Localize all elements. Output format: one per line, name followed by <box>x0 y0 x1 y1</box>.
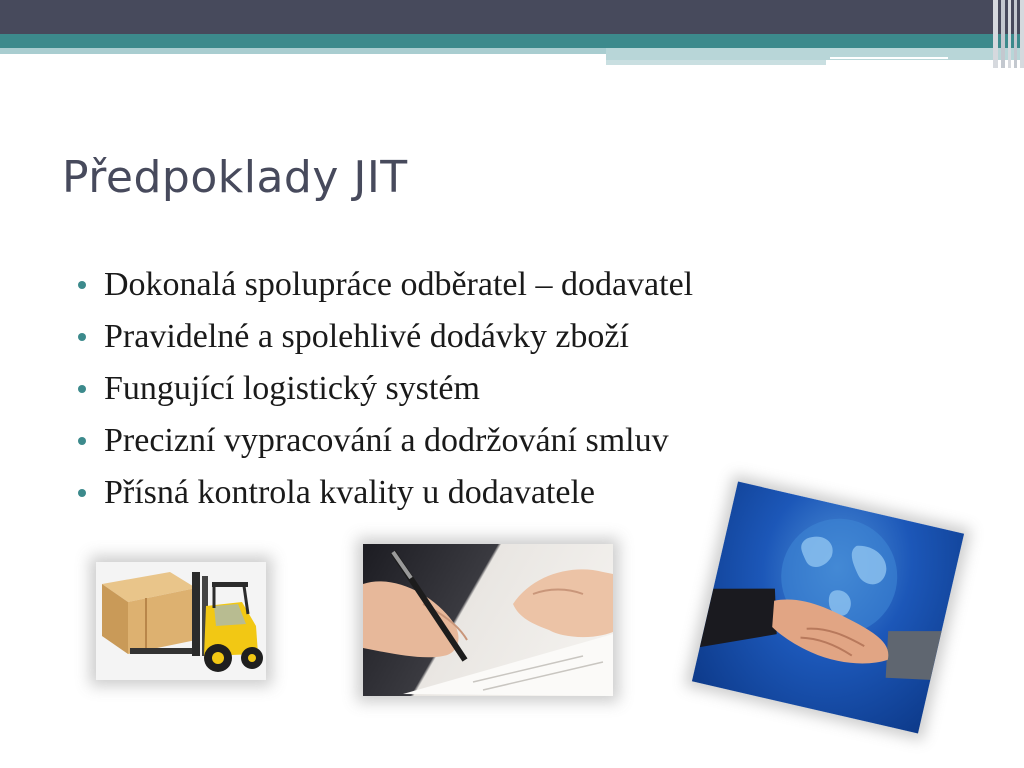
bullet-item <box>78 262 693 314</box>
bullet-icon <box>78 489 86 497</box>
bullet-text: Pravidelné a spolehlivé dodávky zboží <box>104 318 629 355</box>
bullet-text: Dokonalá spolupráce odběratel – dodavatel <box>104 266 694 303</box>
header-band-light <box>0 48 606 54</box>
handshake-globe-image <box>692 482 964 734</box>
header-stripe <box>1001 0 1005 68</box>
bullet-item <box>78 366 693 418</box>
header-stripe <box>1008 0 1011 68</box>
header-band-light <box>606 48 1024 60</box>
forklift-image <box>96 562 266 680</box>
hand-signing-icon <box>363 544 613 696</box>
header-stripe <box>1014 0 1017 68</box>
header-band-light <box>606 60 826 65</box>
bullet-list <box>78 262 693 522</box>
bullet-item <box>78 418 693 470</box>
contract-signing-image <box>363 544 613 696</box>
header-stripe <box>1020 0 1024 68</box>
bullet-icon <box>78 281 86 289</box>
header-band-dark <box>0 0 1024 34</box>
bullet-item <box>78 470 693 522</box>
header-accent-line <box>830 57 948 59</box>
forklift-icon <box>96 562 266 680</box>
bullet-icon <box>78 437 86 445</box>
handshake-globe-icon <box>692 482 964 734</box>
bullet-item <box>78 314 693 366</box>
slide-title: Předpoklady JIT <box>62 152 408 203</box>
bullet-text: Fungující logistický systém <box>104 370 480 407</box>
header-stripe <box>993 0 998 68</box>
header-band-teal <box>0 34 1024 48</box>
bullet-icon <box>78 385 86 393</box>
bullet-text: Precizní vypracování a dodržování smluv <box>104 422 669 459</box>
bullet-text: Přísná kontrola kvality u dodavatele <box>104 474 595 511</box>
bullet-icon <box>78 333 86 341</box>
